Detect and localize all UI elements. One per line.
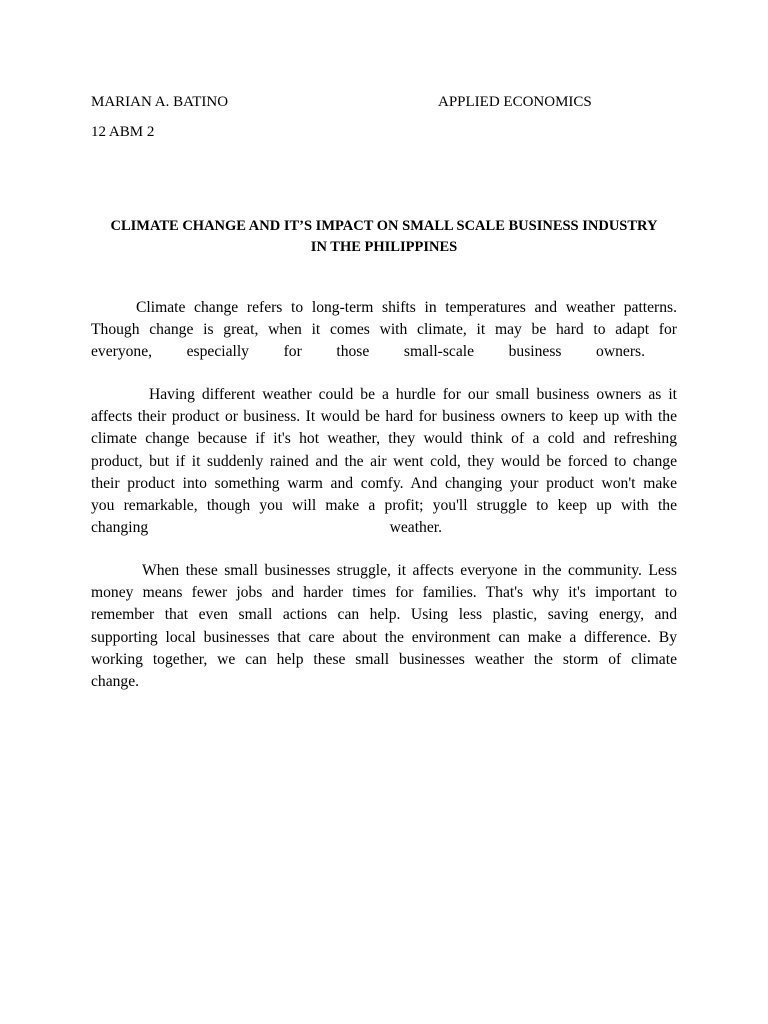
paragraph-line: Climate change refers to long-term shifts in temperatures and weather patterns. <box>136 299 677 316</box>
paragraph-line: supporting local businesses that care about the environment can make a difference. By <box>91 628 677 646</box>
paragraph-3 <box>91 560 677 693</box>
title-line-2: IN THE PHILIPPINES <box>310 238 458 255</box>
title-line-1: CLIMATE CHANGE AND IT’S IMPACT ON SMALL SCALE BUSINESS INDUSTRY <box>110 218 658 234</box>
paragraph-line: When these small businesses struggle, it affects everyone in the community. Less <box>142 562 677 579</box>
paragraph-line: changing weather. <box>91 519 442 537</box>
author-name: MARIAN A. BATINO <box>91 94 229 110</box>
paragraph-1 <box>91 297 677 364</box>
paragraph-line: everyone, especially for those small-scale business owners. <box>91 343 645 361</box>
subject-name: APPLIED ECONOMICS <box>438 94 592 110</box>
paragraph-line: Having different weather could be a hurdle for our small business owners as it <box>149 386 677 403</box>
paragraph-line: working together, we can help these small businesses weather the storm of climate <box>91 650 677 668</box>
paragraph-line: money means fewer jobs and harder times for families. That's why it's important to <box>91 584 677 602</box>
paragraph-line: remember that even small actions can help. Using less plastic, saving energy, and <box>91 606 677 624</box>
paragraph-line: climate change because if it's hot weather, they would think of a cold and refreshing <box>91 430 677 448</box>
paragraph-line: change. <box>91 673 140 691</box>
paragraph-line: Though change is great, when it comes with climate, it may be hard to adapt for <box>91 321 677 339</box>
paragraph-line: their product into something warm and comfy. And changing your product won't make <box>91 474 677 492</box>
paragraph-line: product, but if it suddenly rained and the air went cold, they would be forced to change <box>91 452 677 470</box>
document-title <box>91 216 677 257</box>
paragraph-2 <box>91 384 677 539</box>
paragraph-line: you remarkable, though you will make a profit; you'll struggle to keep up with the <box>91 497 677 515</box>
class-section: 12 ABM 2 <box>91 124 155 140</box>
paragraph-line: affects their product or business. It would be hard for business owners to keep up with the <box>91 408 677 426</box>
